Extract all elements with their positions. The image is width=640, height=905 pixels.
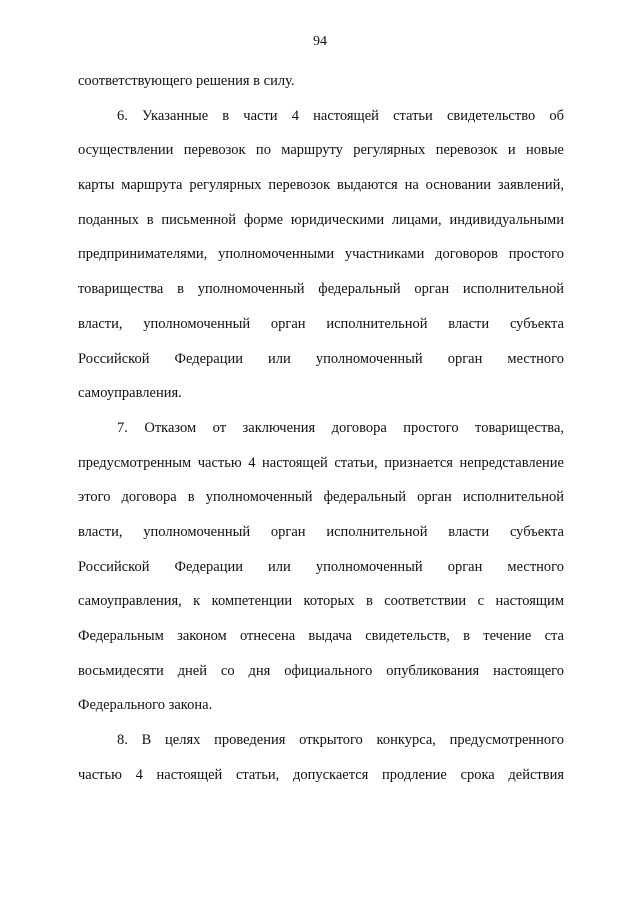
text-line: предпринимателями, уполномоченными участниками договоров простого bbox=[78, 246, 564, 263]
text-line: 8. В целях проведения открытого конкурса, предусмотренного bbox=[117, 732, 564, 749]
text-line: этого договора в уполномоченный федеральный орган исполнительной bbox=[78, 489, 564, 506]
text-line: власти, уполномоченный орган исполнительной власти субъекта bbox=[78, 523, 564, 540]
text-line: соответствующего решения в силу. bbox=[78, 73, 295, 89]
text-line: поданных в письменной форме юридическими лицами, индивидуальными bbox=[78, 211, 564, 228]
text-line: власти, уполномоченный орган исполнительной власти субъекта bbox=[78, 315, 564, 332]
text-line: Федерального закона. bbox=[78, 697, 213, 714]
text-line: 7. Отказом от заключения договора простого товарищества, bbox=[117, 419, 564, 436]
page-number: 94 bbox=[313, 34, 327, 49]
text-line: частью 4 настоящей статьи, допускается продление срока действия bbox=[78, 766, 564, 783]
text-line: Российской Федерации или уполномоченный орган местного bbox=[78, 350, 564, 367]
text-line: карты маршрута регулярных перевозок выдаются на основании заявлений, bbox=[78, 177, 564, 194]
document-body bbox=[78, 64, 564, 792]
text-line: восьмидесяти дней со дня официального опубликования настоящего bbox=[78, 662, 564, 679]
text-line: самоуправления, к компетенции которых в соответствии с настоящим bbox=[78, 593, 564, 610]
text-line: предусмотренным частью 4 настоящей статьи, признается непредставление bbox=[78, 454, 564, 471]
text-line: 6. Указанные в части 4 настоящей статьи свидетельство об bbox=[117, 107, 564, 124]
text-line: Федеральным законом отнесена выдача свидетельств, в течение ста bbox=[78, 628, 564, 644]
text-line: Российской Федерации или уполномоченный орган местного bbox=[78, 558, 564, 575]
text-line: товарищества в уполномоченный федеральный орган исполнительной bbox=[78, 281, 564, 298]
text-line: осуществлении перевозок по маршруту регулярных перевозок и новые bbox=[78, 142, 564, 159]
text-line: самоуправления. bbox=[78, 385, 182, 402]
